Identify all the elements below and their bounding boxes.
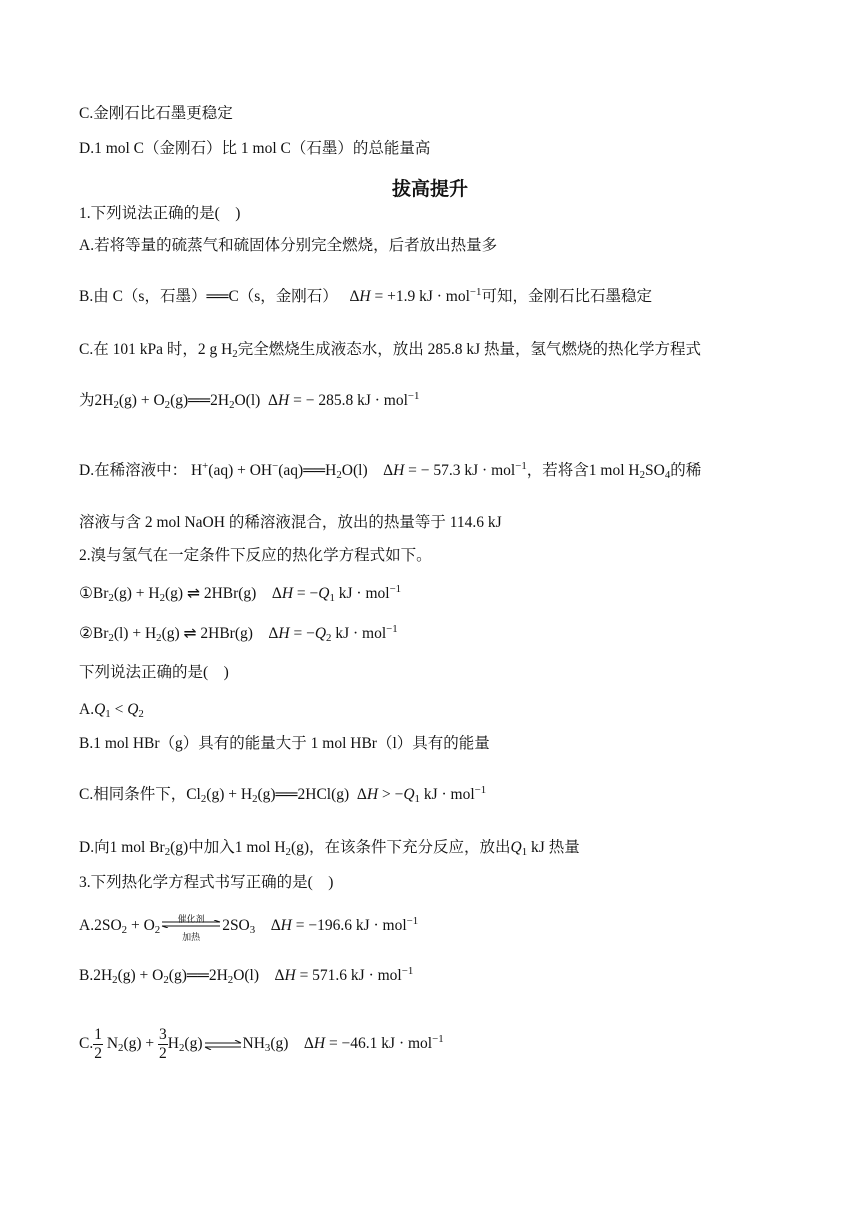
q1-option-a: A.若将等量的硫蒸气和硫固体分别完全燃烧，后者放出热量多 — [79, 237, 498, 254]
reversible-arrow-icon: 催化剂 加热 — [160, 912, 222, 938]
q1-option-d-line1: D.在稀溶液中： $H^+(aq) + OH^-(aq)══H_2O(l)$ ΔH = − 57.3 kJ · mol$^{-1}$，若将含1 mol $H_2SO_4$的稀 — [79, 460, 702, 481]
equilibrium-arrow-icon — [203, 1040, 243, 1050]
q3-option-c: C. $\frac{1}{2}$ $N_2(g)$ + $\frac{3}{2}$ $H_2(g)$ $NH_3(g)$ ΔH = −46.1 kJ · mol$^{-1}$ — [79, 1026, 444, 1062]
q2-equation-2: $②Br_2(l) + H_2(g)$ ⇌ 2HBr(g) $\Delta H = -Q_2$ kJ · mol$^{-1}$ — [79, 623, 398, 644]
q2-option-b: B.1 mol HBr（g）具有的能量大于 1 mol HBr（l）具有的能量 — [79, 735, 490, 752]
q2-question: 下列说法正确的是( ) — [79, 664, 229, 681]
q1-stem: 1.下列说法正确的是( ) — [79, 205, 241, 222]
q2-option-d: D.向1 mol $Br_2(g)$中加入1 mol $H_2(g)$，在该条件下充分反应，放出$Q_1$ kJ 热量 — [79, 839, 580, 858]
q3-stem: 3.下列热化学方程式书写正确的是( ) — [79, 874, 334, 891]
q2-equation-1: $①Br_2(g) + H_2(g)$ ⇌ 2HBr(g) $\Delta H = -Q_1$ kJ · mol$^{-1}$ — [79, 583, 402, 604]
q1-option-c-line1: C.在 101 kPa 时，2 g $H_2$完全燃烧生成液态水，放出 285.8 kJ 热量，氢气燃烧的热化学方程式 — [79, 341, 702, 360]
q1-option-b: B.由 C（s，石墨）══C（s，金刚石） ΔH = +1.9 kJ · mol$^{-1}$可知，金刚石比石墨稳定 — [79, 286, 652, 305]
q1-option-d-line2: 溶液与含 2 mol NaOH 的稀溶液混合，放出的热量等于 114.6 kJ — [79, 514, 502, 531]
q3-option-b: $B.2H_2(g)$ + $O_2(g)══2H_2O(l)$ ΔH = 571.6 kJ · mol$^{-1}$ — [79, 965, 414, 986]
q2-option-a: $A.Q_1 < Q_2$ — [79, 701, 144, 720]
q1-option-c-line2: 为$2H_2(g)$ + $O_2(g)══2H_2O(l) \Delta H$ = − 285.8 kJ · mol$^{-1}$ — [79, 390, 420, 411]
q2-option-c: C.相同条件下，$Cl_2(g)$ + $H_2(g)══2HCl(g) \Delta H > -Q_1$ kJ · mol$^{-1}$ — [79, 784, 487, 805]
q2-stem: 2.溴与氢气在一定条件下反应的热化学方程式如下。 — [79, 547, 432, 564]
q3-option-a: $A.2SO_2 + O_2$ 催化剂 加热 $2SO_3$ ΔH = −196.6 kJ · mol$^{-1}$ — [79, 912, 418, 938]
option-d-prev: D.1 mol C（金刚石）比 1 mol C（石墨）的总能量高 — [79, 140, 431, 157]
section-heading: 拔高提升 — [391, 178, 468, 200]
option-c-prev: C.金刚石比石墨更稳定 — [79, 105, 233, 122]
